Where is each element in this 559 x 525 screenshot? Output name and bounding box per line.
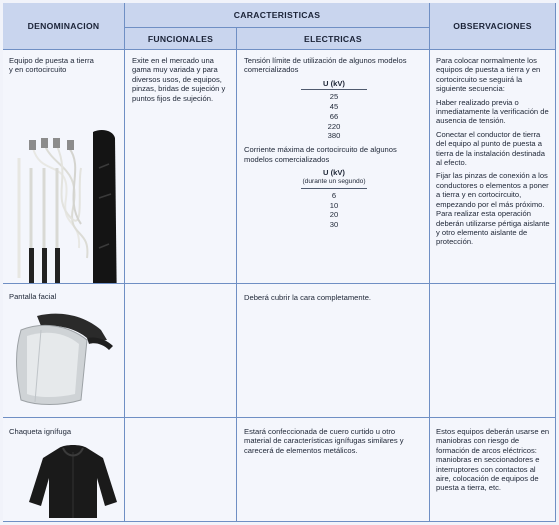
voltage-value: 66 (329, 111, 339, 121)
observation-paragraph: Fijar las pinzas de conexión a los conductores o elementos a poner a tierra y en cortocircuito, empezando por el más próximo. Para realizar esta operación deberán utilizarse pértiga aislante y otro elemento aislante de protección. (436, 171, 550, 247)
voltage-values-list (244, 92, 424, 141)
voltage-value: 380 (327, 131, 341, 141)
grounding-equipment-image (11, 128, 123, 284)
row3-denominacion-cell (3, 418, 125, 522)
row1-electricas-content (244, 56, 424, 230)
header-electricas (237, 28, 430, 50)
header-caracteristicas-label: CARACTERISTICAS (233, 10, 321, 20)
row3-electricas-text: Estará confeccionada de cuero curtido u otro material de características ignífugas similares y carecerá de elementos metálicos. (244, 427, 404, 455)
current-table-subheader: (durante un segundo) (302, 178, 366, 186)
current-value: 6 (331, 190, 337, 200)
current-value: 20 (329, 210, 339, 220)
current-values-list (244, 191, 424, 230)
header-funcionales-label: FUNCIONALES (147, 33, 214, 44)
header-denominacion-label: DENOMINACION (27, 21, 100, 31)
header-electricas-label: ELECTRICAS (304, 33, 362, 44)
voltage-limit-intro: Tensión límite de utilización de algunos modelos comercializados (244, 56, 407, 75)
observation-paragraph: Conectar el conductor de tierra del equipo al punto de puesta a tierra de la instalación destinada al efecto. (436, 129, 545, 168)
row2-electricas-text: Deberá cubrir la cara completamente. (244, 293, 372, 302)
short-circuit-intro: Corriente máxima de cortocircuito de algunos modelos comercializados (244, 145, 397, 164)
row3-funcionales-cell (125, 418, 237, 522)
row2-denominacion-cell (3, 284, 125, 418)
header-caracteristicas (125, 3, 430, 28)
row3-observaciones-cell (430, 418, 556, 522)
observation-paragraph: Para colocar normalmente los equipos de puesta a tierra y en cortocircuito se seguirá la siguiente secuencia: (436, 56, 541, 94)
row1-funcionales-cell (125, 50, 237, 284)
row3-electricas-cell (237, 418, 430, 522)
row2-name: Pantalla facial (9, 292, 57, 301)
row1-denominacion-cell (3, 50, 125, 284)
header-observaciones (430, 3, 556, 50)
voltage-value: 220 (327, 121, 341, 131)
voltage-value: 25 (329, 92, 339, 102)
header-denominacion (3, 3, 125, 50)
row1-observaciones-cell (430, 50, 556, 284)
row3-name: Chaqueta ignífuga (9, 427, 72, 436)
row3-observaciones-text: Estos equipos deberán usarse en maniobras con riesgo de formación de arcos eléctricos: maniobras en seccionadores e interruptores con contactos al aire, colocación de equipos de puesta a tierra, etc. (436, 427, 550, 493)
face-shield-image (11, 310, 119, 414)
current-table-header: U (kV) (323, 168, 345, 178)
row1-observaciones-list (436, 56, 550, 251)
current-value: 10 (329, 200, 339, 210)
row1-name: Equipo de puesta a tierra y en cortocircuito (9, 56, 94, 75)
current-value: 30 (329, 220, 339, 230)
row2-observaciones-cell (430, 284, 556, 418)
current-table-rule (301, 188, 367, 189)
voltage-table-header: U (kV) (323, 78, 345, 88)
observation-paragraph: Haber realizado previa o inmediatamente la verificación de ausencia de tensión. (436, 97, 549, 126)
row2-funcionales-cell (125, 284, 237, 418)
voltage-value: 45 (329, 102, 339, 112)
row2-electricas-cell (237, 284, 430, 418)
row1-electricas-cell (237, 50, 430, 284)
fire-jacket-image (25, 444, 121, 520)
voltage-table-rule (301, 89, 367, 90)
row1-funcionales-text: Exite en el mercado una gama muy variada y para diversos usos, de equipos, pinzas, bridas de sujeción y puntos fijos de sujeción. (132, 56, 226, 103)
header-observaciones-label: OBSERVACIONES (453, 21, 532, 31)
header-funcionales (125, 28, 237, 50)
